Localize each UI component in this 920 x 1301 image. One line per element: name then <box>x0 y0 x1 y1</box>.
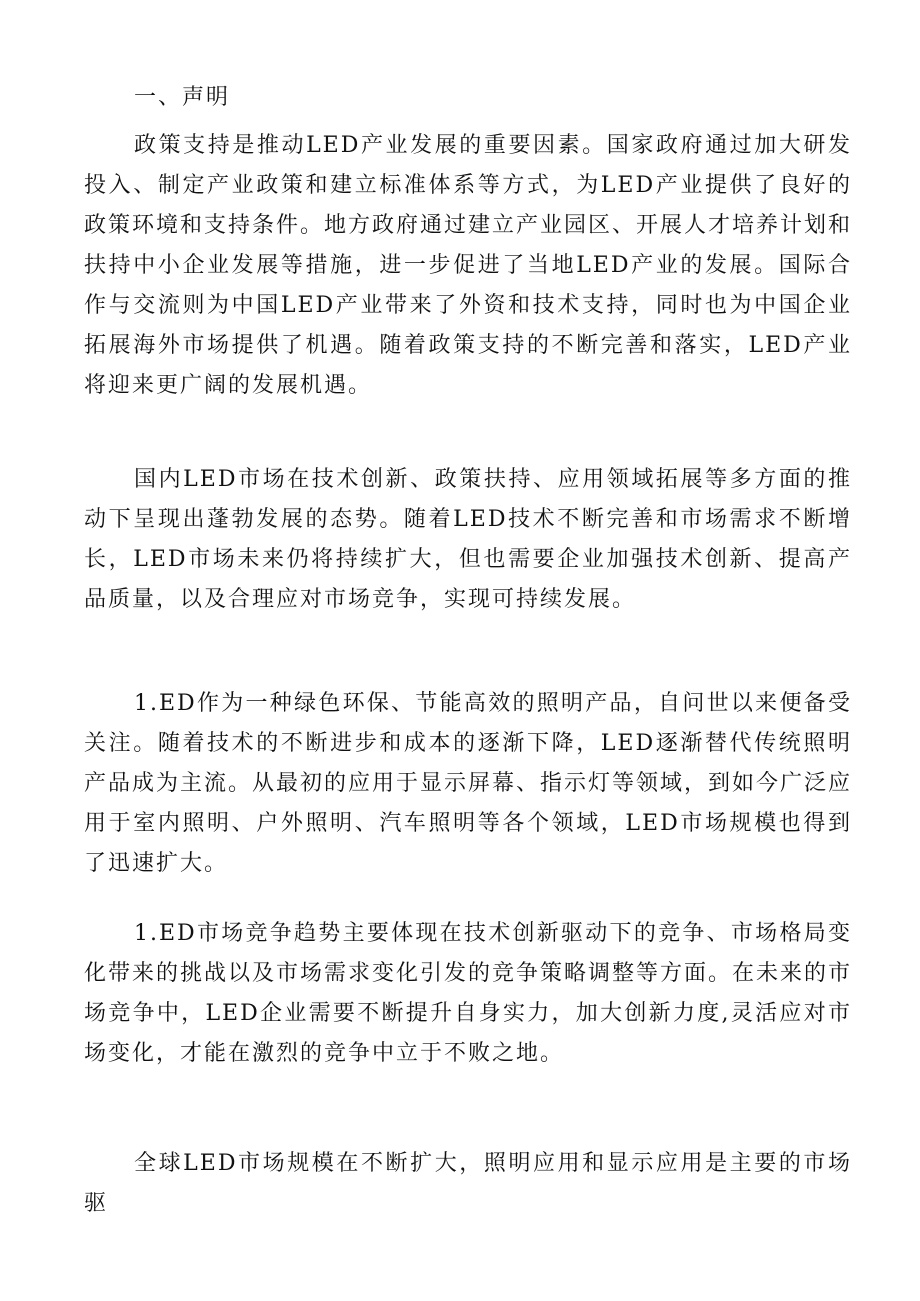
paragraph-competition-trend: 1.ED市场竞争趋势主要体现在技术创新驱动下的竞争、市场格局变化带来的挑战以及市场需求变化引发的竞争策略调整等方面。在未来的市场竞争中，LED企业需要不断提升自身实力，加大创新力度,灵活应对市场变化，才能在激烈的竞争中立于不败之地。 <box>84 921 853 1066</box>
paragraph-policy-support: 政策支持是推动LED产业发展的重要因素。国家政府通过加大研发投入、制定产业政策和建立标准体系等方式，为LED产业提供了良好的政策环境和支持条件。地方政府通过建立产业园区、开展人才培养计划和扶持中小企业发展等措施，进一步促进了当地LED产业的发展。国际合作与交流则为中国LED产业带来了外资和技术支持，同时也为中国企业拓展海外市场提供了机遇。随着政策支持的不断完善和落实，LED产业将迎来更广阔的发展机遇。 <box>84 133 853 398</box>
paragraph-led-lighting: 1.ED作为一种绿色环保、节能高效的照明产品，自问世以来便备受关注。随着技术的不断进步和成本的逐渐下降，LED逐渐替代传统照明产品成为主流。从最初的应用于显示屏幕、指示灯等领域，到如今广泛应用于室内照明、户外照明、汽车照明等各个领域，LED市场规模也得到了迅速扩大。 <box>84 691 853 876</box>
paragraph-global-market: 全球LED市场规模在不断扩大，照明应用和显示应用是主要的市场驱 <box>84 1151 852 1216</box>
paragraph-domestic-market: 国内LED市场在技术创新、政策扶持、应用领域拓展等多方面的推动下呈现出蓬勃发展的态势。随着LED技术不断完善和市场需求不断增长，LED市场未来仍将持续扩大，但也需要企业加强技术创新、提高产品质量，以及合理应对市场竞争，实现可持续发展。 <box>84 467 852 612</box>
section-heading: 一、声明 <box>134 85 231 110</box>
